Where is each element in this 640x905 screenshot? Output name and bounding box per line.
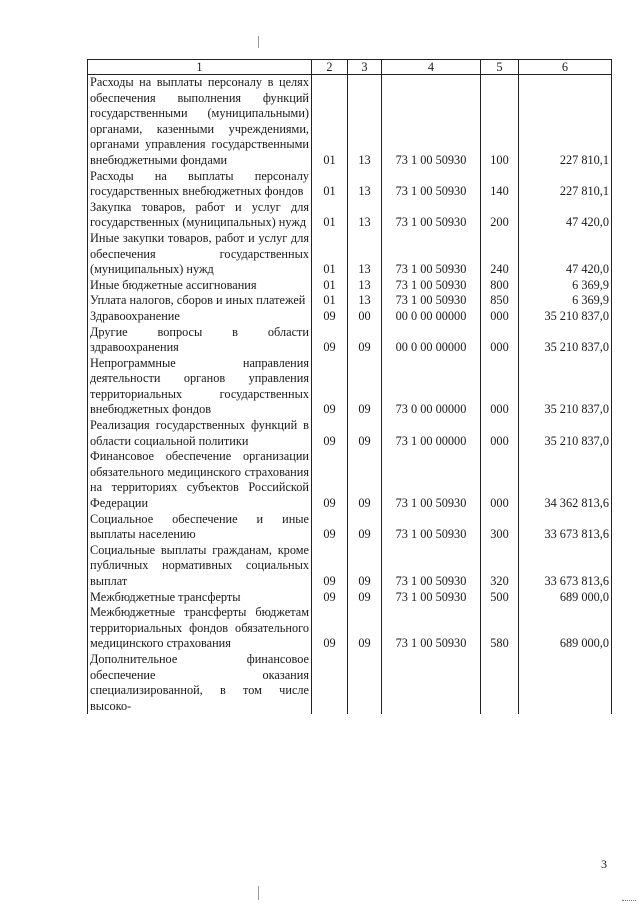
table-body (88, 75, 612, 715)
table-row (88, 231, 612, 278)
column-header-4: 4 (382, 60, 481, 75)
section-code-cell: 01 (312, 278, 348, 294)
table-row (88, 325, 612, 356)
table-row (88, 605, 612, 652)
page-number: 3 (601, 857, 607, 871)
target-article-cell: 73 1 00 50930 (382, 590, 481, 606)
table-row (88, 200, 612, 231)
row-name-cell: Иные закупки товаров, работ и услуг для обеспечения государственных (муниципальных) нужд (88, 231, 312, 278)
expense-type-cell: 500 (481, 590, 519, 606)
section-code-cell: 01 (312, 169, 348, 200)
expense-type-cell: 850 (481, 293, 519, 309)
subsection-code-cell: 09 (348, 590, 382, 606)
row-name-cell: Дополнительное финансовое обеспечение оказания специализированной, в том числе высоко- (88, 652, 312, 714)
amount-cell: 33 673 813,6 (519, 543, 612, 590)
subsection-code-cell: 09 (348, 543, 382, 590)
expense-type-cell: 800 (481, 278, 519, 294)
section-code-cell: 01 (312, 231, 348, 278)
expense-type-cell: 000 (481, 449, 519, 511)
table-row (88, 590, 612, 606)
target-article-cell: 73 1 00 50930 (382, 293, 481, 309)
expense-type-cell: 300 (481, 512, 519, 543)
expense-type-cell: 580 (481, 605, 519, 652)
target-article-cell: 73 1 00 50930 (382, 75, 481, 169)
expense-type-cell: 000 (481, 309, 519, 325)
section-code-cell: 01 (312, 293, 348, 309)
expense-type-cell: 100 (481, 75, 519, 169)
table-row (88, 652, 612, 714)
target-article-cell: 73 1 00 50930 (382, 200, 481, 231)
subsection-code-cell: 13 (348, 231, 382, 278)
target-article-cell: 00 0 00 00000 (382, 309, 481, 325)
table-row (88, 293, 612, 309)
amount-cell: 35 210 837,0 (519, 418, 612, 449)
section-code-cell: 09 (312, 325, 348, 356)
section-code-cell: 01 (312, 75, 348, 169)
row-name-cell: Социальные выплаты гражданам, кроме публичных нормативных социальных выплат (88, 543, 312, 590)
section-code-cell: 09 (312, 512, 348, 543)
subsection-code-cell: 13 (348, 169, 382, 200)
section-code-cell: 09 (312, 590, 348, 606)
row-name-cell: Непрограммные направления деятельности органов управления территориальных государственных внебюджетных фондов (88, 356, 312, 418)
section-code-cell: 09 (312, 605, 348, 652)
amount-cell: 35 210 837,0 (519, 309, 612, 325)
column-header-2: 2 (312, 60, 348, 75)
subsection-code-cell: 09 (348, 512, 382, 543)
target-article-cell (382, 652, 481, 714)
row-name-cell: Социальное обеспечение и иные выплаты населению (88, 512, 312, 543)
amount-cell: 47 420,0 (519, 231, 612, 278)
amount-cell: 227 810,1 (519, 75, 612, 169)
section-code-cell: 01 (312, 200, 348, 231)
amount-cell: 689 000,0 (519, 590, 612, 606)
amount-cell: 227 810,1 (519, 169, 612, 200)
target-article-cell: 73 1 00 50930 (382, 543, 481, 590)
amount-cell: 34 362 813,6 (519, 449, 612, 511)
amount-cell: 6 369,9 (519, 278, 612, 294)
row-name-cell: Здравоохранение (88, 309, 312, 325)
section-code-cell: 09 (312, 543, 348, 590)
column-header-6: 6 (519, 60, 612, 75)
subsection-code-cell: 13 (348, 75, 382, 169)
table-row (88, 309, 612, 325)
column-header-5: 5 (481, 60, 519, 75)
subsection-code-cell: 09 (348, 418, 382, 449)
section-code-cell: 09 (312, 418, 348, 449)
target-article-cell: 73 1 00 50930 (382, 449, 481, 511)
scan-dash (622, 900, 636, 901)
table-row (88, 169, 612, 200)
scan-mark-bottom (258, 886, 259, 900)
target-article-cell: 73 1 00 50930 (382, 169, 481, 200)
target-article-cell: 73 1 00 00000 (382, 418, 481, 449)
row-name-cell: Межбюджетные трансферты (88, 590, 312, 606)
row-name-cell: Другие вопросы в области здравоохранения (88, 325, 312, 356)
table-row (88, 543, 612, 590)
subsection-code-cell: 09 (348, 449, 382, 511)
expense-type-cell: 240 (481, 231, 519, 278)
section-code-cell (312, 652, 348, 714)
row-name-cell: Уплата налогов, сборов и иных платежей (88, 293, 312, 309)
scan-mark-top (258, 36, 259, 48)
row-name-cell: Реализация государственных функций в области социальной политики (88, 418, 312, 449)
subsection-code-cell: 09 (348, 325, 382, 356)
target-article-cell: 00 0 00 00000 (382, 325, 481, 356)
target-article-cell: 73 1 00 50930 (382, 512, 481, 543)
subsection-code-cell (348, 652, 382, 714)
expense-type-cell: 140 (481, 169, 519, 200)
amount-cell: 6 369,9 (519, 293, 612, 309)
expense-type-cell (481, 652, 519, 714)
expense-type-cell: 000 (481, 356, 519, 418)
section-code-cell: 09 (312, 309, 348, 325)
expense-type-cell: 200 (481, 200, 519, 231)
subsection-code-cell: 13 (348, 200, 382, 231)
subsection-code-cell: 13 (348, 278, 382, 294)
table-row (88, 356, 612, 418)
row-name-cell: Иные бюджетные ассигнования (88, 278, 312, 294)
section-code-cell: 09 (312, 449, 348, 511)
table-row (88, 418, 612, 449)
expense-type-cell: 000 (481, 418, 519, 449)
row-name-cell: Межбюджетные трансферты бюджетам территориальных фондов обязательного медицинского страхования (88, 605, 312, 652)
amount-cell: 33 673 813,6 (519, 512, 612, 543)
subsection-code-cell: 09 (348, 605, 382, 652)
row-name-cell: Финансовое обеспечение организации обязательного медицинского страхования на территориях субъектов Российской Федерации (88, 449, 312, 511)
section-code-cell: 09 (312, 356, 348, 418)
expense-type-cell: 000 (481, 325, 519, 356)
budget-table (87, 59, 612, 714)
target-article-cell: 73 1 00 50930 (382, 278, 481, 294)
column-header-3: 3 (348, 60, 382, 75)
amount-cell: 35 210 837,0 (519, 356, 612, 418)
target-article-cell: 73 1 00 50930 (382, 231, 481, 278)
table-row (88, 278, 612, 294)
amount-cell: 689 000,0 (519, 605, 612, 652)
amount-cell: 35 210 837,0 (519, 325, 612, 356)
column-header-1: 1 (88, 60, 312, 75)
expense-type-cell: 320 (481, 543, 519, 590)
table-row (88, 75, 612, 169)
subsection-code-cell: 09 (348, 356, 382, 418)
target-article-cell: 73 0 00 00000 (382, 356, 481, 418)
header-row (88, 60, 612, 75)
row-name-cell: Закупка товаров, работ и услуг для государственных (муниципальных) нужд (88, 200, 312, 231)
row-name-cell: Расходы на выплаты персоналу государственных внебюджетных фондов (88, 169, 312, 200)
amount-cell (519, 652, 612, 714)
subsection-code-cell: 00 (348, 309, 382, 325)
table-row (88, 449, 612, 511)
target-article-cell: 73 1 00 50930 (382, 605, 481, 652)
row-name-cell: Расходы на выплаты персоналу в целях обеспечения выполнения функций государственными (муниципальными) органами, казенными учреждениями, органами управления государственными внебюджетными фондами (88, 75, 312, 169)
table-row (88, 512, 612, 543)
subsection-code-cell: 13 (348, 293, 382, 309)
amount-cell: 47 420,0 (519, 200, 612, 231)
